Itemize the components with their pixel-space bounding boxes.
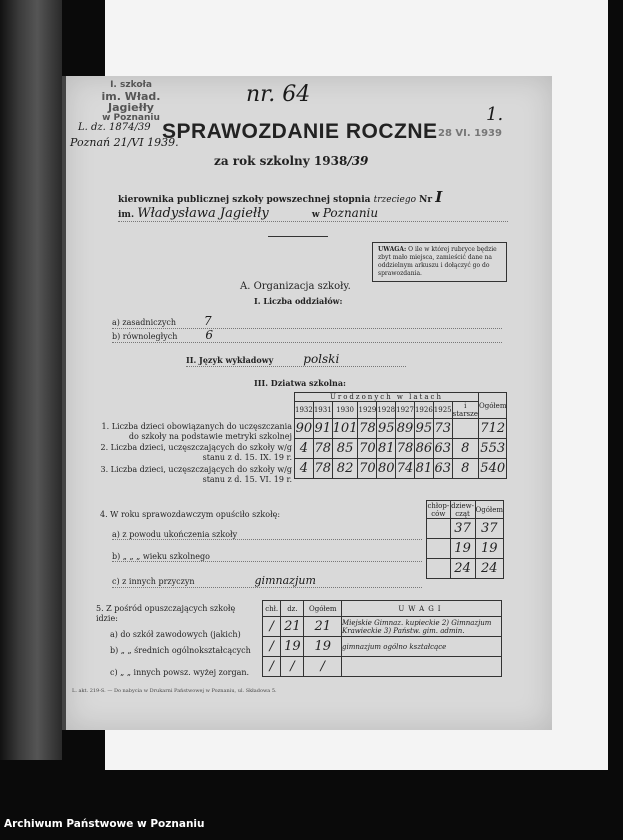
cell-value: / xyxy=(263,657,281,677)
nr-label: Nr xyxy=(419,195,433,205)
column-header: chłop-ców xyxy=(427,501,450,518)
table-row xyxy=(427,519,504,539)
cell-value: 95 xyxy=(377,419,396,439)
cell-value: / xyxy=(263,637,281,657)
column-header: UWAGI xyxy=(342,601,502,617)
row-label-1: 1. Liczba dzieci obowiązanych do uczęszczania do szkoły na podstawie metryki szkolnej xyxy=(101,422,292,441)
document-page xyxy=(62,76,552,730)
cell-value: 19 xyxy=(304,637,342,657)
row-label-2: 2. Liczba dzieci, uczęszczających do szkoły w/g stanu z d. 15. IX. 19 r. xyxy=(100,443,292,462)
cell-value: 19 xyxy=(475,539,504,559)
cell-value: 19 xyxy=(450,539,475,559)
table-row xyxy=(263,657,502,677)
cell-value: 78 xyxy=(396,439,415,459)
table-row xyxy=(295,439,507,459)
group-header: Urodzonych w latach xyxy=(295,393,479,402)
s4-row-a: a) z powodu ukończenia szkoły xyxy=(112,530,422,540)
cell-value: 81 xyxy=(377,439,396,459)
parallel-classes-value: 6 xyxy=(205,328,214,342)
language-row xyxy=(186,352,406,367)
year-header: 1929 xyxy=(358,402,377,419)
cell-value xyxy=(427,559,451,579)
note-label: UWAGA: xyxy=(378,246,407,253)
cell-value xyxy=(427,539,451,559)
received-stamp: 28 VI. 1939 xyxy=(438,128,502,139)
patron-line xyxy=(118,206,508,222)
s5-row-a: a) do szkół zawodowych (jakich) xyxy=(110,630,241,639)
stamp-line: I. szkoła xyxy=(110,80,152,90)
left-school-table xyxy=(426,500,504,579)
cell-value: 4 xyxy=(295,459,314,479)
school-type-line xyxy=(118,188,508,206)
column-header: dz. xyxy=(281,601,304,617)
page-number: 1. xyxy=(486,104,504,125)
year-header: 1931 xyxy=(313,402,332,419)
s4-row-c-label: c) z innych przyczyn xyxy=(112,577,195,586)
main-classes-label: a) zasadniczych xyxy=(112,318,176,327)
cell-value xyxy=(427,519,451,539)
column-header: chł. xyxy=(263,601,281,617)
parallel-classes-row xyxy=(112,328,502,343)
total-value: 540 xyxy=(478,459,506,479)
cell-value: / xyxy=(263,617,281,637)
section-a-title: A. Organizacja szkoły. xyxy=(240,281,351,292)
cell-value: / xyxy=(281,657,304,677)
section-a-sub1: I. Liczba oddziałów: xyxy=(254,296,343,306)
section-a-sub3: III. Dziatwa szkolna: xyxy=(254,378,346,388)
cell-value: 8 xyxy=(452,439,478,459)
cell-value: 8 xyxy=(452,459,478,479)
cell-value: 78 xyxy=(313,459,332,479)
language-label: II. Język wykładowy xyxy=(186,355,274,365)
remark: Miejskie Gimnaz. kupieckie 2) Gimnazjum Krawieckie 3) Państw. gim. admin. xyxy=(342,617,502,637)
cell-value xyxy=(452,419,478,439)
cell-value: 80 xyxy=(377,459,396,479)
table-row xyxy=(295,419,507,439)
school-year-suffix: /39 xyxy=(347,154,369,168)
s5-row-c: c) „ „ innych powsz. wyżej zorgan. xyxy=(110,668,250,677)
remark: gimnazjum ogólno kształcące xyxy=(342,637,502,657)
s5-row-b: b) „ „ średnich ogólnokształcących xyxy=(110,646,251,655)
total-value: 712 xyxy=(478,419,506,439)
grade-level-value: trzeciego xyxy=(373,195,417,205)
cell-value: 78 xyxy=(358,419,377,439)
cell-value: 91 xyxy=(313,419,332,439)
cell-value: / xyxy=(304,657,342,677)
section5-title: 5. Z pośród opuszczających szkołę idzie: xyxy=(96,604,236,623)
registry-date: Poznań 21/VI 1939. xyxy=(70,136,179,149)
nr-value: I xyxy=(435,188,443,206)
cell-value: 37 xyxy=(475,519,504,539)
divider xyxy=(268,236,328,237)
cell-value: 101 xyxy=(332,419,358,439)
destination-table xyxy=(262,600,502,677)
cell-value: 89 xyxy=(396,419,415,439)
document-title: SPRAWOZDANIE ROCZNE xyxy=(162,120,438,143)
total-value: 553 xyxy=(478,439,506,459)
table-row xyxy=(263,637,502,657)
patron-label: im. xyxy=(118,210,135,220)
school-stamp xyxy=(86,80,176,124)
cell-value: 78 xyxy=(313,439,332,459)
year-header: 1928 xyxy=(377,402,396,419)
cell-value: 73 xyxy=(433,419,452,439)
cell-value: 37 xyxy=(450,519,475,539)
year-header: i starsze xyxy=(452,402,478,418)
stamp-line: w Poznaniu xyxy=(102,113,160,123)
cell-value: 63 xyxy=(433,459,452,479)
year-header: 1932 xyxy=(295,402,314,419)
table-row xyxy=(263,617,502,637)
note-text: O ile w której rubryce będzie zbyt mało miejsca, zamieścić dane na oddzielnym arkuszu i dołączyć go do sprawozdania. xyxy=(378,246,497,277)
cell-value: 19 xyxy=(281,637,304,657)
cell-value: 85 xyxy=(332,439,358,459)
s4-row-b: b) „ „ „ wieku szkolnego xyxy=(112,552,422,562)
table-row xyxy=(427,559,504,579)
s4-row-c xyxy=(112,574,422,588)
year-header: 1927 xyxy=(396,402,415,419)
column-header: Ogółem xyxy=(475,501,504,519)
year-header: 1926 xyxy=(414,402,433,419)
table-row xyxy=(427,539,504,559)
imprint: L. akt. 219-S. — Do nabycia w Drukarni Państwowej w Poznaniu, ul. Składowa 5. xyxy=(72,688,277,694)
cell-value: 70 xyxy=(358,459,377,479)
file-number: nr. 64 xyxy=(246,82,311,107)
s4-row-c-note: gimnazjum xyxy=(254,574,316,587)
column-header: Ogółem xyxy=(304,601,342,617)
year-header: 1930 xyxy=(332,402,358,419)
cell-value: 74 xyxy=(396,459,415,479)
year-header: 1925 xyxy=(433,402,452,419)
binder-spine xyxy=(0,0,62,760)
cell-value: 24 xyxy=(450,559,475,579)
stamp-line: im. Wład. Jagiełły xyxy=(101,90,161,114)
registry-number: L. dz. 1874/39 xyxy=(78,122,151,133)
row-label-3: 3. Liczba dzieci, uczęszczających do szkoły w/g stanu z d. 15. VI. 19 r. xyxy=(100,465,292,484)
school-type-label: kierownika publicznej szkoły powszechnej stopnia xyxy=(118,195,371,205)
city-value: Poznaniu xyxy=(322,206,379,220)
pupils-table xyxy=(294,392,507,479)
main-classes-value: 7 xyxy=(203,314,212,328)
table-row xyxy=(295,459,507,479)
total-header: Ogółem xyxy=(478,393,506,419)
language-value: polski xyxy=(303,352,340,366)
column-header: dziew-cząt xyxy=(451,501,475,518)
cell-value: 70 xyxy=(358,439,377,459)
cell-value: 24 xyxy=(475,559,504,579)
section4-title: 4. W roku sprawozdawczym opuściło szkołę: xyxy=(100,510,281,519)
cell-value: 63 xyxy=(433,439,452,459)
archive-label: Archiwum Państwowe w Poznaniu xyxy=(4,818,205,830)
remark xyxy=(342,657,502,677)
cell-value: 82 xyxy=(332,459,358,479)
cell-value: 90 xyxy=(295,419,314,439)
city-label: w xyxy=(311,210,320,220)
cell-value: 86 xyxy=(414,439,433,459)
school-year-label: za rok szkolny 1938 xyxy=(214,154,348,168)
note-box xyxy=(372,242,507,282)
patron-value: Władysława Jagiełły xyxy=(137,206,269,221)
parallel-classes-label: b) równoległych xyxy=(112,332,178,341)
cell-value: 21 xyxy=(281,617,304,637)
cell-value: 4 xyxy=(295,439,314,459)
cell-value: 95 xyxy=(414,419,433,439)
main-classes-row xyxy=(112,314,502,329)
cell-value: 21 xyxy=(304,617,342,637)
cell-value: 81 xyxy=(414,459,433,479)
school-year xyxy=(214,154,368,168)
